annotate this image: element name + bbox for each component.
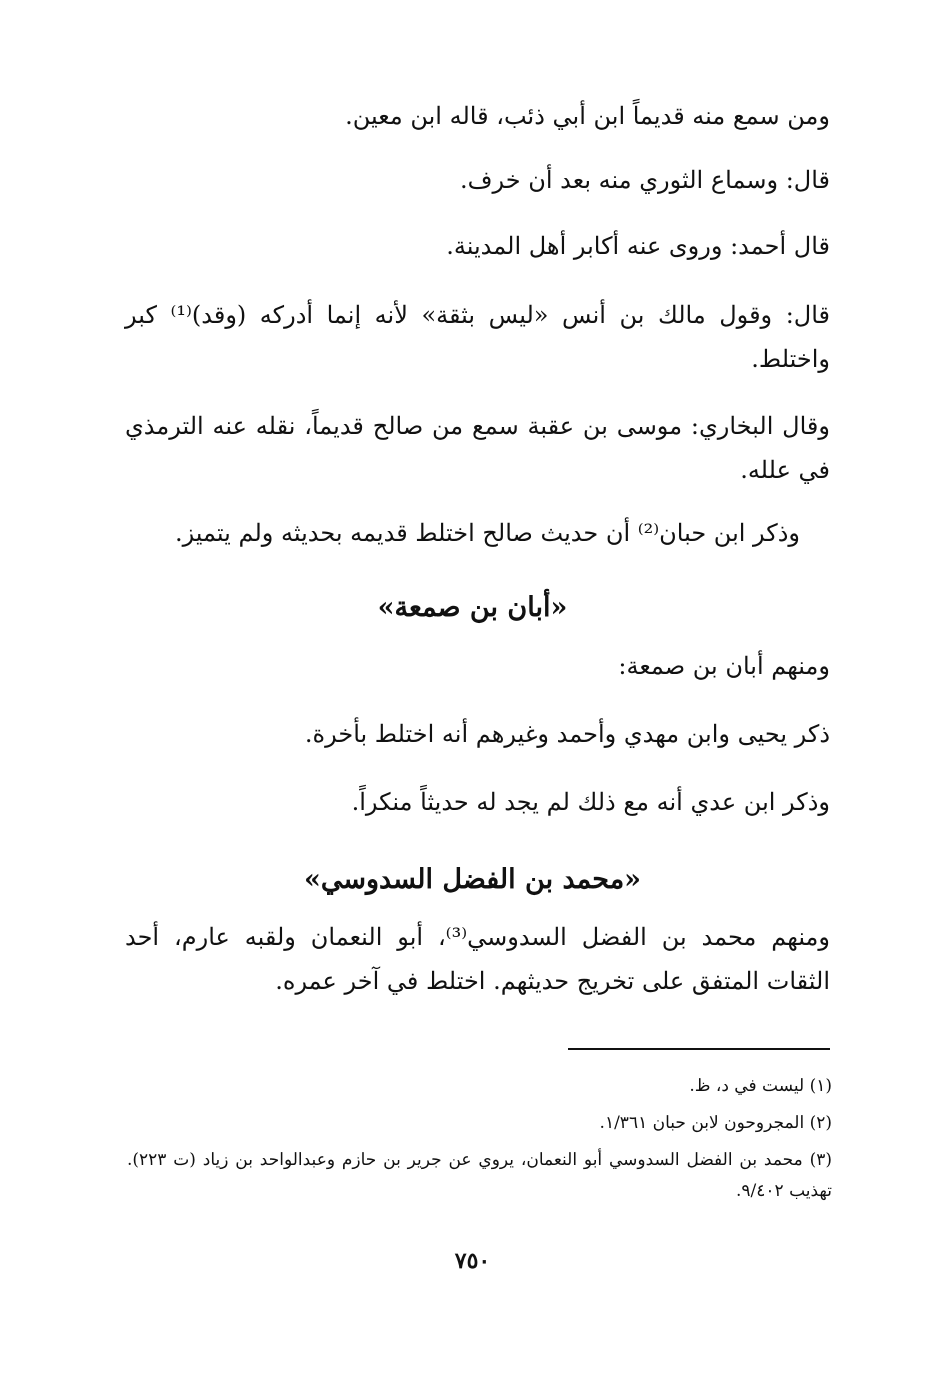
section-heading-aban: «أبان بن صمعة» [377,592,568,623]
paragraph-2: قال: وسماع الثوري منه بعد أن خرف. [460,166,830,194]
paragraph-4: قال: وقول مالك بن أنس «ليس بثقة» لأنه إنما أدركه (وقد)⁽¹⁾ كبر واختلط. [125,301,830,373]
section-heading-muhammad: «محمد بن الفضل السدوسي» [303,864,642,895]
footnote-separator [568,1048,830,1050]
page-number: ٧٥٠ [454,1248,491,1274]
paragraph-1: ومن سمع منه قديماً ابن أبي ذئب، قاله ابن معين. [345,102,830,130]
paragraph-8: ذكر يحيى وابن مهدي وأحمد وغيرهم أنه اختلط بأخرة. [304,720,830,748]
footnote-1: (١) ليست في د، ظ. [689,1076,832,1096]
paragraph-10: ومنهم محمد بن الفضل السدوسي⁽³⁾، أبو النعمان ولقبه عارم، أحد الثقات المتفق على تخريج حديثهم. اختلط في آخر عمره. [125,923,831,995]
footnote-3: (٣) محمد بن الفضل السدوسي أبو النعمان، يروي عن جرير بن حازم وعبدالواحد بن زياد (ت ٢٢٣). تهذيب ٩/٤٠٢. [127,1150,832,1201]
paragraph-9: وذكر ابن عدي أنه مع ذلك لم يجد له حديثاً منكراً. [351,788,830,816]
paragraph-5: وقال البخاري: موسى بن عقبة سمع من صالح قديماً، نقله عنه الترمذي في علله. [125,412,830,484]
paragraph-7: ومنهم أبان بن صمعة: [618,652,830,680]
paragraph-6: وذكر ابن حبان⁽²⁾ أن حديث صالح اختلط قديمه بحديثه ولم يتميز. [174,519,800,547]
footnote-2: (٢) المجروحون لابن حبان ١/٣٦١. [599,1113,832,1133]
paragraph-3: قال أحمد: وروى عنه أكابر أهل المدينة. [446,232,830,260]
